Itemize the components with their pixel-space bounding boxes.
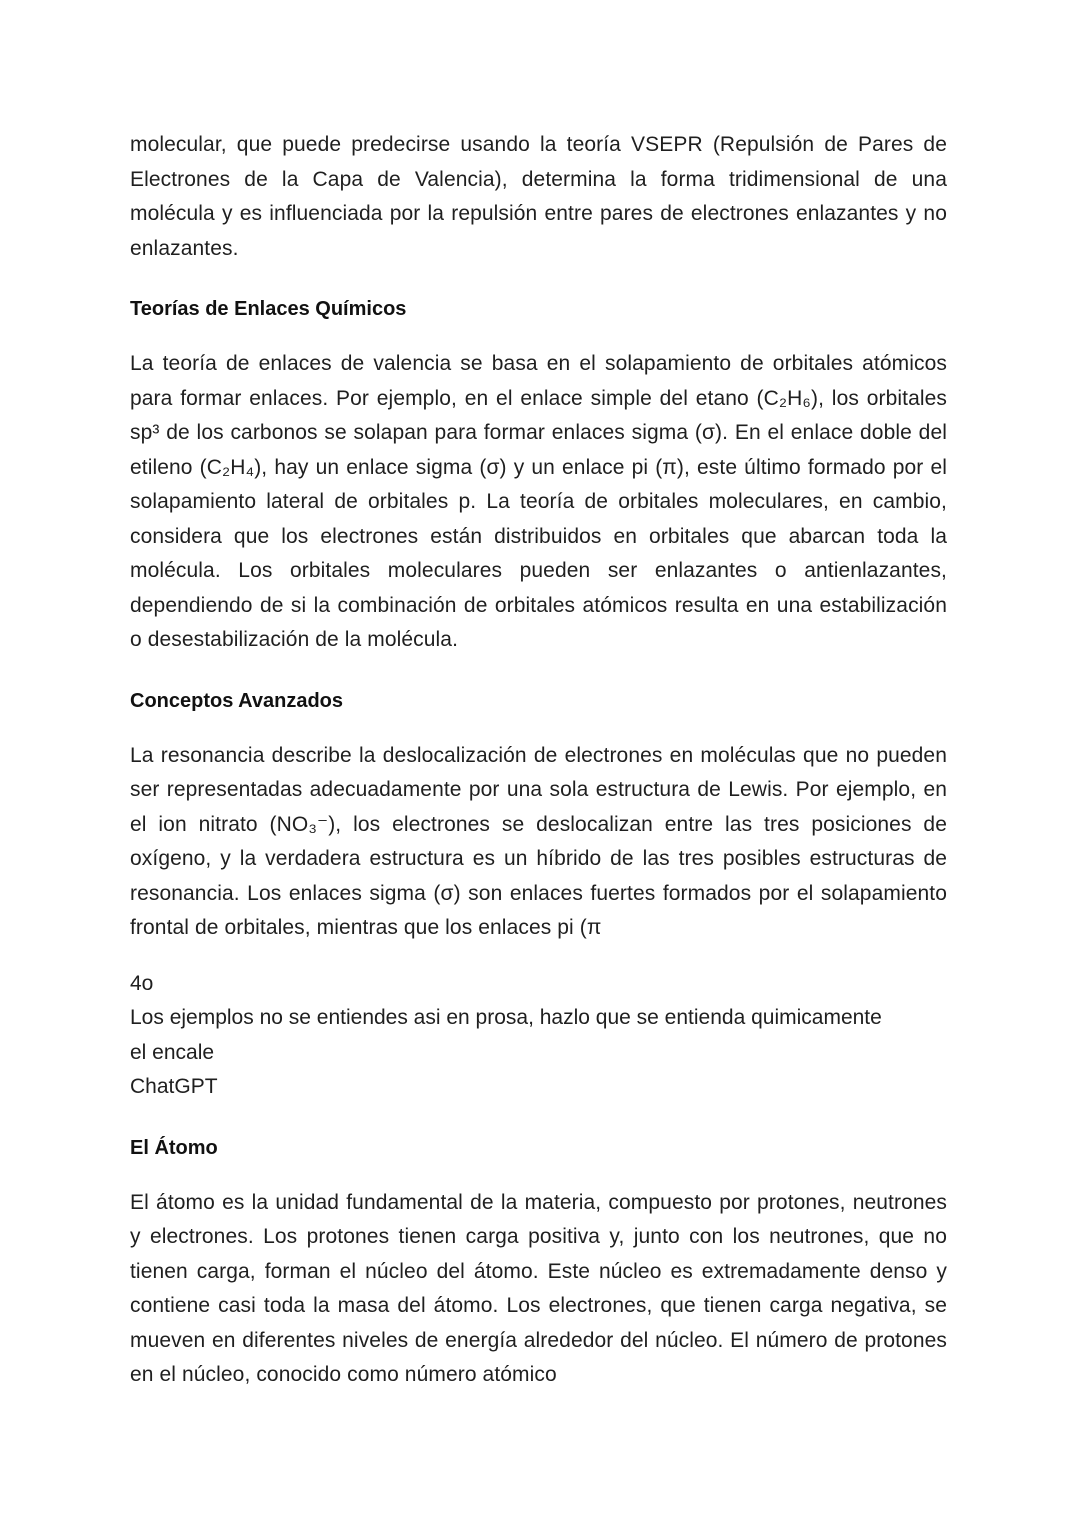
- spacer: [130, 324, 947, 347]
- heading-advanced-concepts: Conceptos Avanzados: [130, 689, 343, 712]
- spacer: [130, 658, 947, 686]
- model-label: 4o: [130, 971, 154, 995]
- assistant-name: ChatGPT: [130, 1075, 218, 1098]
- paragraph-atom: El átomo es la unidad fundamental de la materia, compuesto por protones, neutrones y electrones. Los protones tienen carga positiva y, junto con los neutrones, que no tienen carga, forman el núcleo del átomo. Este núcleo es extremadamente denso y contiene casi toda la masa del átomo. Los electrones, que tienen carga negativa, se mueven en diferentes niveles de energía alrededor del núcleo. El número de protones en el núcleo, conocido como número atómico: [130, 1190, 947, 1386]
- spacer: [130, 716, 947, 739]
- spacer: [130, 266, 947, 294]
- user-message-line-1: Los ejemplos no se entiendes asi en prosa, hazlo que se entienda quimicamente: [130, 1006, 882, 1029]
- spacer: [130, 1163, 947, 1186]
- spacer: [130, 1105, 947, 1133]
- document-page: [130, 128, 947, 1393]
- intro-paragraph: molecular, que puede predecirse usando la teoría VSEPR (Repulsión de Pares de Electrones de la Capa de Valencia), determina la forma tridimensional de una molécula y es influenciada por la repulsión entre pares de electrones enlazantes y no enlazantes.: [130, 133, 947, 260]
- paragraph-advanced-concepts: La resonancia describe la deslocalización de electrones en moléculas que no pueden ser representadas adecuadamente por una sola estructura de Lewis. Por ejemplo, en el ion nitrato (NO₃⁻), los electrones se deslocalizan entre las tres posiciones de oxígeno, y la verdadera estructura es un híbrido de las tres posibles estructuras de resonancia. Los enlaces sigma (σ) son enlaces fuertes formados por el solapamiento frontal de orbitales, mientras que los enlaces pi (π: [130, 743, 947, 939]
- user-message-line-2: el encale: [130, 1040, 215, 1064]
- chat-exchange: [130, 967, 947, 1105]
- paragraph-bond-theories: La teoría de enlaces de valencia se basa en el solapamiento de orbitales atómicos para formar enlaces. Por ejemplo, en el enlace simple del etano (C₂H₆), los orbitales sp³ de los carbonos se solapan para formar enlaces sigma (σ). En el enlace doble del etileno (C₂H₄), hay un enlace sigma (σ) y un enlace pi (π), este último formado por el solapamiento lateral de orbitales p. La teoría de orbitales moleculares, en cambio, considera que los electrones están distribuidos en orbitales que abarcan toda la molécula. Los orbitales moleculares pueden ser enlazantes o antienlazantes, dependiendo de si la combinación de orbitales atómicos resulta en una estabilización o desestabilización de la molécula.: [130, 352, 947, 651]
- spacer: [130, 946, 947, 967]
- heading-bond-theories: Teorías de Enlaces Químicos: [130, 298, 407, 320]
- heading-atom: El Átomo: [130, 1136, 218, 1159]
